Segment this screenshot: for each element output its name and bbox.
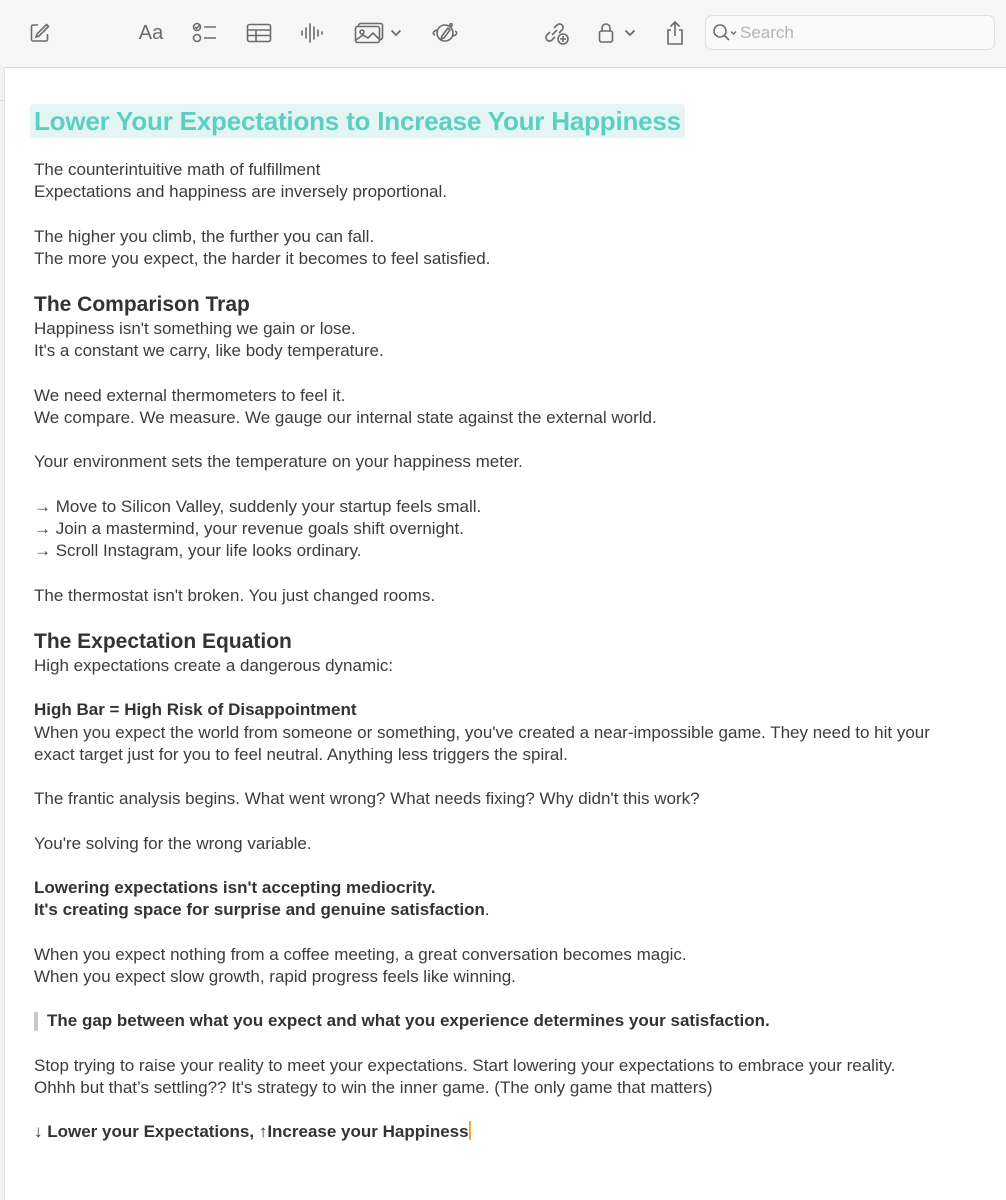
note-paragraph: Stop trying to raise your reality to meet your expectations. Start lowering your expectations to embrace your reality. [34, 1055, 896, 1075]
section-heading: The Comparison Trap [34, 293, 250, 317]
note-paragraph: The counterintuitive math of fulfillment [34, 160, 321, 179]
note-paragraph: The more you expect, the harder it becomes to feel satisfied. [34, 248, 491, 268]
bold-line: Lowering expectations isn't accepting mediocrity. [34, 877, 436, 897]
note-paragraph: When you expect slow growth, rapid progress feels like winning. [34, 966, 516, 986]
note-paragraph: It's a constant we carry, like body temperature. [34, 341, 384, 361]
sidebar-edge [0, 67, 5, 1200]
toolbar [0, 0, 1006, 68]
note-paragraph: Happiness isn't something we gain or lose. [34, 319, 356, 339]
media-icon[interactable] [354, 16, 384, 50]
list-item: → Move to Silicon Valley, suddenly your startup feels small. [34, 496, 482, 516]
note-paragraph: When you expect nothing from a coffee meeting, a great conversation becomes magic. [34, 944, 687, 964]
checklist-icon[interactable] [191, 16, 219, 50]
text-cursor [469, 1121, 471, 1140]
note-editor[interactable] [34, 104, 994, 1143]
chevron-down-icon[interactable] [623, 16, 637, 50]
list-item: → Scroll Instagram, your life looks ordinary. [34, 541, 362, 561]
list-item: → Join a mastermind, your revenue goals shift overnight. [34, 518, 464, 538]
quote-bar [34, 1012, 38, 1031]
note-paragraph: We compare. We measure. We gauge our internal state against the external world. [34, 407, 657, 427]
note-title: Lower Your Expectations to Increase Your Happiness [30, 104, 685, 138]
search-input[interactable] [740, 16, 980, 49]
block-quote [34, 1010, 994, 1032]
final-text: ↓ Lower your Expectations, ↑Increase your Happiness [34, 1122, 469, 1142]
table-icon[interactable] [245, 16, 273, 50]
note-paragraph: We need external thermometers to feel it. [34, 385, 346, 405]
bold-text: It's creating space for surprise and genuine satisfaction [34, 900, 485, 920]
note-paragraph: High expectations create a dangerous dynamic: [34, 655, 394, 675]
format-text-icon[interactable]: Aa [138, 21, 164, 44]
note-paragraph: The frantic analysis begins. What went wrong? What needs fixing? Why didn't this work? [34, 789, 700, 809]
chevron-down-icon[interactable] [389, 16, 403, 50]
quote-text: The gap between what you expect and what you experience determines your satisfaction. [47, 1011, 770, 1031]
note-paragraph: When you expect the world from someone or something, you've created a near-impossible game. They need to hit your [34, 722, 930, 742]
note-paragraph: You're solving for the wrong variable. [34, 833, 312, 853]
period: . [484, 900, 490, 920]
note-paragraph: Expectations and happiness are inversely proportional. [34, 182, 447, 202]
collaborate-link-icon[interactable] [542, 16, 570, 50]
share-icon[interactable] [664, 16, 686, 50]
audio-icon[interactable] [299, 16, 325, 50]
final-line [34, 1121, 994, 1143]
note-paragraph: Ohhh but that’s settling?? It's strategy to win the inner game. (The only game that matters) [34, 1077, 713, 1097]
search-icon [712, 23, 738, 48]
search-field[interactable] [705, 15, 995, 50]
bold-line: High Bar = High Risk of Disappointment [34, 700, 357, 720]
note-paragraph: The higher you climb, the further you can fall. [34, 226, 375, 246]
note-paragraph: Your environment sets the temperature on your happiness meter. [34, 452, 523, 472]
section-heading: The Expectation Equation [34, 629, 292, 653]
note-paragraph: The thermostat isn't broken. You just changed rooms. [34, 585, 436, 605]
note-paragraph [34, 899, 994, 921]
note-paragraph: exact target just for you to feel neutral. Anything less triggers the spiral. [34, 744, 568, 764]
lock-icon[interactable] [597, 16, 615, 50]
compose-icon[interactable] [28, 16, 52, 50]
divider [0, 100, 4, 101]
pen-tool-icon[interactable] [431, 16, 459, 50]
